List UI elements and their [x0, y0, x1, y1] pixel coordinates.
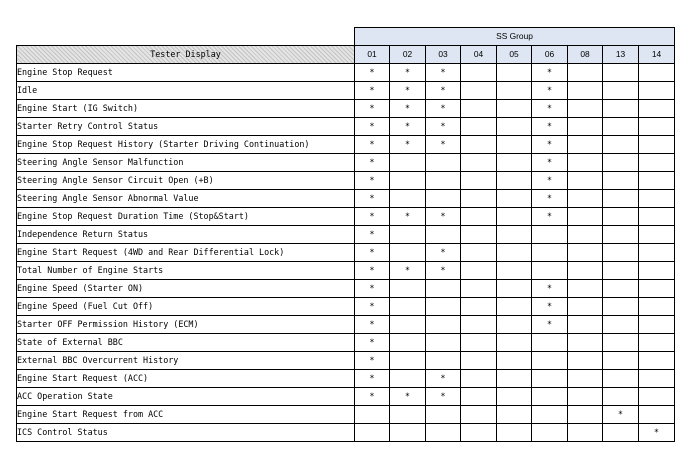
code-header-cell: 01 [355, 46, 390, 64]
mark-cell [532, 406, 568, 424]
mark-cell [603, 64, 639, 82]
mark-cell [568, 82, 603, 100]
mark-cell [532, 352, 568, 370]
table-row [17, 370, 675, 388]
mark-cell: * [426, 100, 461, 118]
mark-cell [639, 244, 675, 262]
table-row [17, 172, 675, 190]
mark-cell [639, 316, 675, 334]
mark-cell [497, 352, 532, 370]
mark-cell [461, 82, 497, 100]
mark-cell [497, 172, 532, 190]
tester-display-item: Engine Stop Request History (Starter Driving Continuation) [17, 136, 355, 154]
mark-cell [390, 406, 426, 424]
mark-cell [497, 190, 532, 208]
code-header-cell: 02 [390, 46, 426, 64]
mark-cell: * [532, 298, 568, 316]
mark-cell [461, 154, 497, 172]
mark-cell: * [532, 316, 568, 334]
code-header-cell: 05 [497, 46, 532, 64]
mark-cell [603, 352, 639, 370]
mark-cell [426, 154, 461, 172]
code-header-cell: 14 [639, 46, 675, 64]
mark-cell [426, 352, 461, 370]
mark-cell [426, 298, 461, 316]
mark-cell [461, 190, 497, 208]
mark-cell [497, 82, 532, 100]
mark-cell [426, 406, 461, 424]
mark-cell: * [355, 298, 390, 316]
mark-cell [497, 118, 532, 136]
mark-cell: * [390, 388, 426, 406]
mark-cell: * [355, 280, 390, 298]
tester-display-item: Starter OFF Permission History (ECM) [17, 316, 355, 334]
ss-group-header: SS Group [355, 28, 675, 46]
tester-display-header: Tester Display [17, 46, 355, 64]
mark-cell [568, 406, 603, 424]
mark-cell [639, 64, 675, 82]
table-row [17, 388, 675, 406]
mark-cell: * [355, 244, 390, 262]
mark-cell [355, 406, 390, 424]
mark-cell [603, 298, 639, 316]
mark-cell: * [355, 262, 390, 280]
mark-cell [532, 424, 568, 442]
mark-cell [639, 118, 675, 136]
mark-cell: * [355, 316, 390, 334]
mark-cell [639, 82, 675, 100]
table-row [17, 154, 675, 172]
mark-cell [497, 316, 532, 334]
table-row [17, 82, 675, 100]
mark-cell [603, 388, 639, 406]
mark-cell: * [426, 82, 461, 100]
table-row [17, 190, 675, 208]
mark-cell: * [532, 136, 568, 154]
mark-cell [603, 118, 639, 136]
mark-cell [355, 424, 390, 442]
mark-cell: * [355, 118, 390, 136]
table-row [17, 316, 675, 334]
header-blank-cell [17, 28, 355, 46]
tester-display-item: Engine Start Request (4WD and Rear Differential Lock) [17, 244, 355, 262]
mark-cell [639, 352, 675, 370]
mark-cell [639, 154, 675, 172]
mark-cell: * [532, 82, 568, 100]
mark-cell [497, 100, 532, 118]
mark-cell [390, 280, 426, 298]
mark-cell [461, 424, 497, 442]
mark-cell: * [426, 64, 461, 82]
mark-cell [497, 262, 532, 280]
mark-cell [568, 280, 603, 298]
mark-cell [639, 388, 675, 406]
mark-cell [639, 172, 675, 190]
mark-cell [639, 226, 675, 244]
mark-cell [603, 334, 639, 352]
mark-cell [568, 352, 603, 370]
mark-cell: * [603, 406, 639, 424]
mark-cell [461, 298, 497, 316]
mark-cell: * [426, 118, 461, 136]
mark-cell [568, 118, 603, 136]
tester-display-item: ACC Operation State [17, 388, 355, 406]
tester-display-item: Engine Start (IG Switch) [17, 100, 355, 118]
table-row [17, 208, 675, 226]
mark-cell [568, 298, 603, 316]
mark-cell [639, 298, 675, 316]
mark-cell [568, 424, 603, 442]
mark-cell [497, 64, 532, 82]
mark-cell [497, 406, 532, 424]
mark-cell: * [355, 172, 390, 190]
mark-cell: * [355, 190, 390, 208]
tester-display-item: ICS Control Status [17, 424, 355, 442]
mark-cell: * [390, 262, 426, 280]
mark-cell [603, 190, 639, 208]
mark-cell [532, 262, 568, 280]
table-row [17, 424, 675, 442]
tester-display-item: State of External BBC [17, 334, 355, 352]
mark-cell [603, 100, 639, 118]
mark-cell [461, 136, 497, 154]
mark-cell [532, 370, 568, 388]
mark-cell: * [426, 388, 461, 406]
mark-cell [639, 190, 675, 208]
mark-cell [390, 352, 426, 370]
tester-display-item: Independence Return Status [17, 226, 355, 244]
mark-cell: * [355, 154, 390, 172]
mark-cell [390, 226, 426, 244]
mark-cell: * [426, 208, 461, 226]
mark-cell [568, 370, 603, 388]
mark-cell [532, 226, 568, 244]
mark-cell [426, 226, 461, 244]
mark-cell [603, 208, 639, 226]
table-row [17, 64, 675, 82]
mark-cell [568, 244, 603, 262]
mark-cell: * [426, 136, 461, 154]
mark-cell [461, 172, 497, 190]
mark-cell: * [355, 334, 390, 352]
mark-cell [497, 370, 532, 388]
table-row [17, 262, 675, 280]
mark-cell: * [426, 244, 461, 262]
mark-cell [568, 136, 603, 154]
table-row [17, 100, 675, 118]
mark-cell [461, 244, 497, 262]
mark-cell [461, 388, 497, 406]
mark-cell [426, 172, 461, 190]
mark-cell: * [532, 154, 568, 172]
mark-cell [390, 172, 426, 190]
table-row [17, 298, 675, 316]
code-header-cell: 13 [603, 46, 639, 64]
table-row [17, 406, 675, 424]
mark-cell [568, 262, 603, 280]
mark-cell [568, 64, 603, 82]
mark-cell [568, 190, 603, 208]
mark-cell [426, 316, 461, 334]
mark-cell: * [532, 190, 568, 208]
mark-cell [390, 154, 426, 172]
mark-cell [603, 136, 639, 154]
mark-cell [603, 262, 639, 280]
mark-cell [568, 316, 603, 334]
mark-cell: * [355, 100, 390, 118]
mark-cell: * [532, 208, 568, 226]
mark-cell [568, 388, 603, 406]
mark-cell [426, 424, 461, 442]
mark-cell [461, 100, 497, 118]
mark-cell [497, 298, 532, 316]
mark-cell [603, 154, 639, 172]
mark-cell: * [355, 388, 390, 406]
mark-cell: * [532, 118, 568, 136]
mark-cell [497, 388, 532, 406]
mark-cell: * [390, 118, 426, 136]
mark-cell [639, 406, 675, 424]
code-header-cell: 04 [461, 46, 497, 64]
tester-display-item: Engine Stop Request Duration Time (Stop&Start) [17, 208, 355, 226]
mark-cell [639, 100, 675, 118]
mark-cell [426, 334, 461, 352]
mark-cell [568, 226, 603, 244]
code-header-cell: 03 [426, 46, 461, 64]
mark-cell: * [532, 280, 568, 298]
mark-cell [461, 370, 497, 388]
mark-cell [603, 244, 639, 262]
ss-group-table [16, 27, 675, 442]
mark-cell [639, 262, 675, 280]
mark-cell [461, 334, 497, 352]
mark-cell: * [426, 262, 461, 280]
mark-cell [497, 208, 532, 226]
mark-cell [603, 424, 639, 442]
table-row [17, 334, 675, 352]
mark-cell [568, 172, 603, 190]
mark-cell: * [355, 208, 390, 226]
table-row [17, 244, 675, 262]
mark-cell: * [639, 424, 675, 442]
mark-cell [461, 406, 497, 424]
table-row [17, 118, 675, 136]
tester-display-item: Steering Angle Sensor Circuit Open (+B) [17, 172, 355, 190]
group-header-row [17, 28, 675, 46]
mark-cell [390, 190, 426, 208]
mark-cell [603, 226, 639, 244]
mark-cell [426, 190, 461, 208]
mark-cell [390, 298, 426, 316]
mark-cell: * [390, 136, 426, 154]
mark-cell [568, 208, 603, 226]
mark-cell [603, 82, 639, 100]
mark-cell [390, 424, 426, 442]
mark-cell [497, 226, 532, 244]
mark-cell [568, 154, 603, 172]
mark-cell [639, 208, 675, 226]
code-header-cell: 06 [532, 46, 568, 64]
tester-display-item: Total Number of Engine Starts [17, 262, 355, 280]
mark-cell: * [355, 352, 390, 370]
mark-cell [390, 316, 426, 334]
table-row [17, 280, 675, 298]
tester-display-item: Engine Speed (Fuel Cut Off) [17, 298, 355, 316]
mark-cell [568, 100, 603, 118]
tester-display-item: Engine Start Request from ACC [17, 406, 355, 424]
mark-cell: * [355, 226, 390, 244]
mark-cell: * [390, 100, 426, 118]
mark-cell [603, 370, 639, 388]
mark-cell: * [355, 64, 390, 82]
mark-cell: * [390, 64, 426, 82]
mark-cell: * [426, 370, 461, 388]
tester-display-item: Idle [17, 82, 355, 100]
table-row [17, 352, 675, 370]
mark-cell [390, 244, 426, 262]
table-row [17, 136, 675, 154]
mark-cell [461, 118, 497, 136]
mark-cell: * [355, 82, 390, 100]
mark-cell [461, 352, 497, 370]
mark-cell [390, 334, 426, 352]
mark-cell [390, 370, 426, 388]
mark-cell [461, 208, 497, 226]
mark-cell [603, 280, 639, 298]
mark-cell [497, 154, 532, 172]
code-header-row [17, 46, 675, 64]
table-row [17, 226, 675, 244]
mark-cell [497, 136, 532, 154]
mark-cell: * [532, 100, 568, 118]
tester-display-item: Engine Start Request (ACC) [17, 370, 355, 388]
mark-cell [461, 226, 497, 244]
mark-cell [639, 334, 675, 352]
mark-cell [497, 280, 532, 298]
mark-cell [532, 388, 568, 406]
mark-cell: * [532, 172, 568, 190]
code-header-cell: 08 [568, 46, 603, 64]
tester-display-item: Steering Angle Sensor Abnormal Value [17, 190, 355, 208]
mark-cell [639, 280, 675, 298]
mark-cell [497, 334, 532, 352]
mark-cell [461, 280, 497, 298]
mark-cell [461, 64, 497, 82]
tester-display-item: External BBC Overcurrent History [17, 352, 355, 370]
tester-display-item: Steering Angle Sensor Malfunction [17, 154, 355, 172]
mark-cell [497, 424, 532, 442]
tester-display-item: Engine Stop Request [17, 64, 355, 82]
mark-cell [532, 334, 568, 352]
mark-cell: * [390, 82, 426, 100]
mark-cell [639, 370, 675, 388]
mark-cell: * [390, 208, 426, 226]
mark-cell: * [355, 370, 390, 388]
mark-cell [532, 244, 568, 262]
mark-cell [497, 244, 532, 262]
mark-cell [568, 334, 603, 352]
tester-display-item: Starter Retry Control Status [17, 118, 355, 136]
mark-cell [461, 316, 497, 334]
mark-cell [603, 316, 639, 334]
mark-cell [603, 172, 639, 190]
tester-display-item: Engine Speed (Starter ON) [17, 280, 355, 298]
mark-cell [639, 136, 675, 154]
mark-cell: * [355, 136, 390, 154]
mark-cell: * [532, 64, 568, 82]
mark-cell [426, 280, 461, 298]
mark-cell [461, 262, 497, 280]
